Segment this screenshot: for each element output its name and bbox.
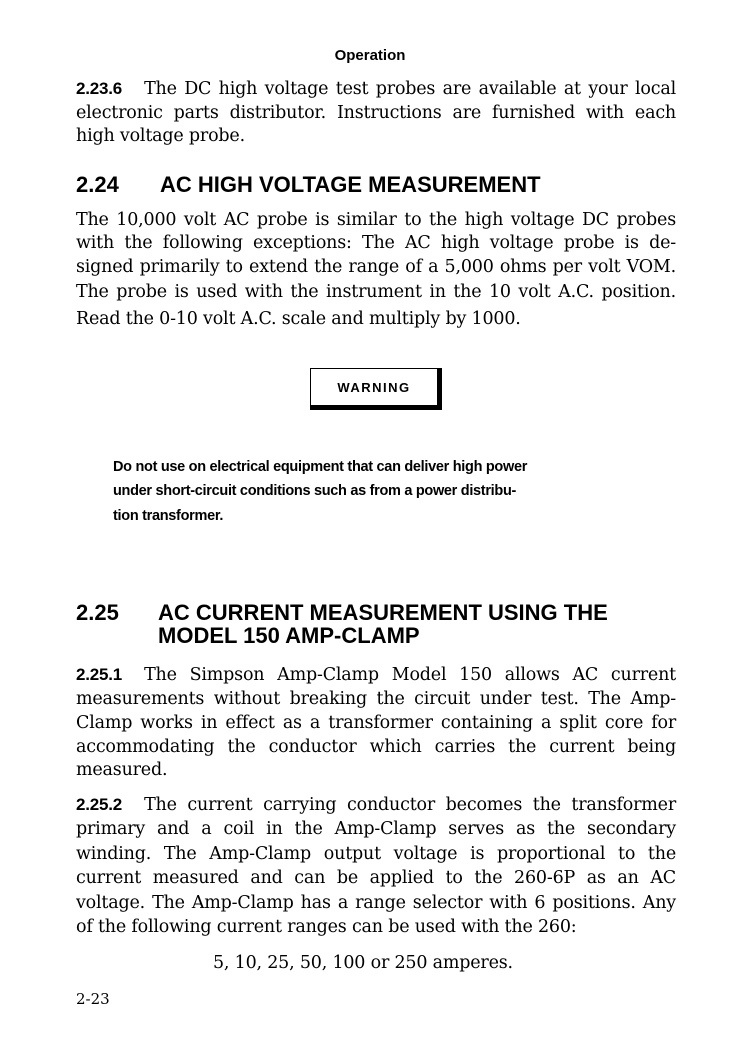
paragraph-line: signed primarily to extend the range of a 5,000 ohms per volt VOM. <box>76 257 676 277</box>
section-number: 2.25.1 <box>76 665 123 684</box>
running-header: Operation <box>334 47 406 64</box>
paragraph-line: accommodating the conductor which carries the current being <box>76 737 676 757</box>
paragraph-line: voltage. The Amp-Clamp has a range selector with 6 positions. Any <box>76 893 676 913</box>
paragraph-line: electronic parts distributor. Instructions are furnished with each <box>76 103 676 123</box>
paragraph-line: primary and a coil in the Amp-Clamp serves as the secondary <box>76 819 676 839</box>
paragraph-line: with the following exceptions: The AC high voltage probe is de- <box>76 233 676 253</box>
paragraph-line: of the following current ranges can be used with the 260: <box>76 917 577 937</box>
section-number: 2.24 <box>76 172 119 197</box>
paragraph-line: 2.25.1 The Simpson Amp-Clamp Model 150 allows AC current <box>76 665 676 685</box>
paragraph-line: 2.23.6 The DC high voltage test probes are available at your local <box>76 79 676 99</box>
paragraph-line: The probe is used with the instrument in the 10 volt A.C. position. <box>76 282 676 302</box>
paragraph-line: measurements without breaking the circuit under test. The Amp- <box>76 689 676 709</box>
paragraph-line: current measured and can be applied to the 260-6P as an AC <box>76 868 676 888</box>
paragraph-line: Clamp works in effect as a transformer containing a split core for <box>76 713 676 733</box>
section-heading: MODEL 150 AMP-CLAMP <box>158 623 420 648</box>
section-number: 2.25 <box>76 600 119 625</box>
warning-line: tion transformer. <box>113 508 224 524</box>
page-number: 2-23 <box>76 990 110 1008</box>
paragraph-line: The 10,000 volt AC probe is similar to the high voltage DC probes <box>76 210 676 230</box>
section-heading: AC HIGH VOLTAGE MEASUREMENT <box>160 172 541 197</box>
paragraph-line: high voltage probe. <box>76 126 245 146</box>
paragraph-line: Read the 0-10 volt A.C. scale and multiply by 1000. <box>76 309 521 329</box>
paragraph-line: winding. The Amp-Clamp output voltage is proportional to the <box>76 844 676 864</box>
paragraph-line: measured. <box>76 760 168 780</box>
warning-label: WARNING <box>310 368 442 410</box>
section-number: 2.23.6 <box>76 79 123 98</box>
paragraph-line: 2.25.2 The current carrying conductor becomes the transformer <box>76 795 676 815</box>
warning-line: Do not use on electrical equipment that can deliver high power <box>113 459 528 475</box>
section-heading: AC CURRENT MEASUREMENT USING THE <box>158 600 608 625</box>
current-ranges: 5, 10, 25, 50, 100 or 250 amperes. <box>213 953 513 973</box>
warning-line: under short-circuit conditions such as from a power distribu- <box>113 483 517 499</box>
section-number: 2.25.2 <box>76 795 123 814</box>
